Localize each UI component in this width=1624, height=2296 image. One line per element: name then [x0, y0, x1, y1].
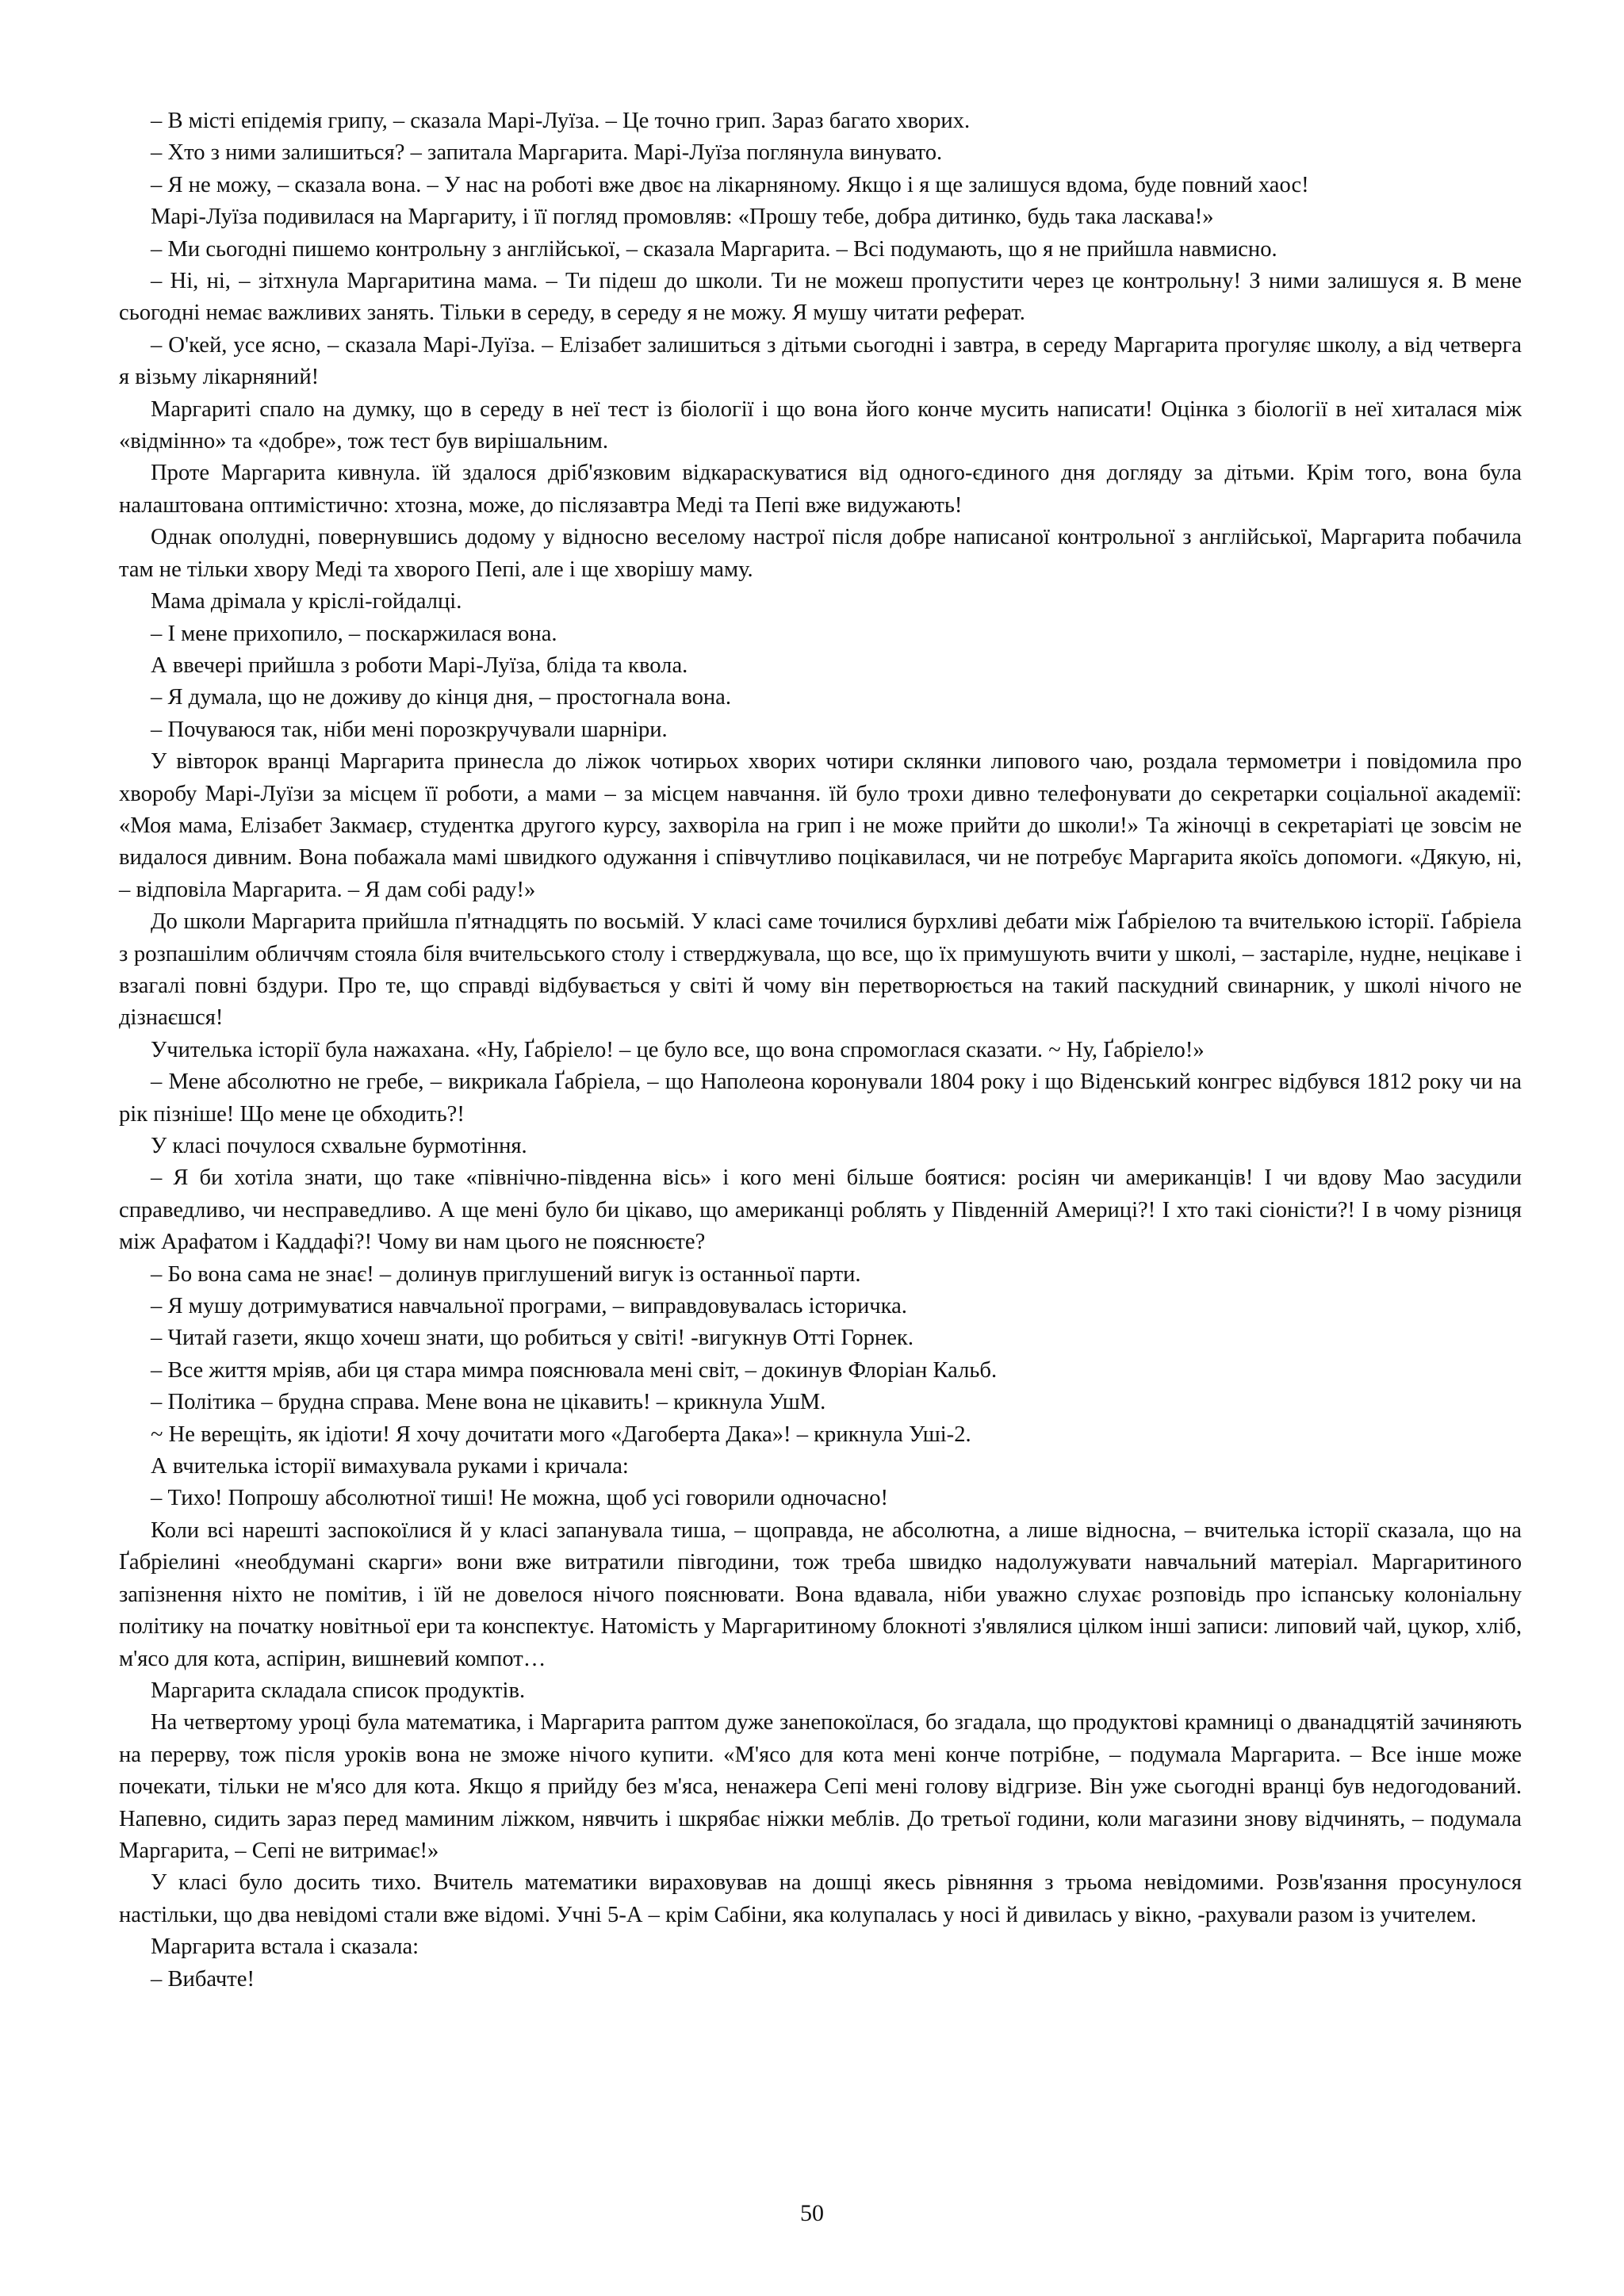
paragraph: У вівторок вранці Маргарита принесла до ліжок чотирьох хворих чотири склянки липового чаю, роздала термометри і повідомила про хворобу Марі-Луїзи за місцем її роботи, а мами – за місцем навчання. їй було трохи дивно телефонувати до секретарки соціальної академії: «Моя мама, Елізабет Закмаєр, студентка другого курсу, захворіла на грип і не може прийти до школи!» Та жіночці в секретаріаті це зовсім не видалося дивним. Вона побажала мамі швидкого одужання і співчутливо поцікавилася, чи не потребує Маргарита якоїсь допомоги. «Дякую, ні, – відповіла Маргарита. – Я дам собі раду!» — [119, 749, 1522, 902]
paragraph: – Я би хотіла знати, що таке «північно-південна вісь» і кого мені більше боятися: росіян чи американців! І чи вдову Мао засудили справедливо, чи несправедливо. А ще мені було би цікаво, що американці роблять у Південній Америці?! І хто такі сіоністи?! І в чому різниця між Арафатом і Каддафі?! Чому ви нам цього не пояснюєте? — [119, 1165, 1522, 1255]
paragraph: – І мене прихопило, – поскаржилася вона. — [151, 621, 557, 646]
paragraph: – Я думала, що не доживу до кінця дня, – простогнала вона. — [151, 685, 732, 710]
paragraph: А ввечері прийшла з роботи Марі-Луїза, бліда та квола. — [151, 652, 688, 678]
paragraph: Проте Маргарита кивнула. їй здалося дріб'язковим відкараскуватися від одного-єдиного дня догляду за дітьми. Крім того, вона була налаштована оптимістично: хтозна, може, до післязавтра Меді та Пепі вже видужають! — [119, 461, 1522, 518]
paragraph: – Тихо! Попрошу абсолютної тиші! Не можна, щоб усі говорили одночасно! — [151, 1486, 889, 1511]
paragraph: Маргариті спало на думку, що в середу в неї тест із біології і що вона його конче мусить написати! Оцінка з біології в неї хиталася між «відмінно» та «добре», тож тест був вирішальним. — [119, 396, 1522, 454]
paragraph: На четвертому уроці була математика, і Маргарита раптом дуже занепокоїлася, бо згадала, що продуктові крамниці о дванадцятій зачиняють на перерву, тож після уроків вона не зможе нічого купити. «М'ясо для кота мені конче потрібне, – подумала Маргарита. – Все інше може почекати, тільки не м'ясо для кота. Якщо я прийду без м'яса, ненажера Сепі мені голову відгризе. Він уже сьогодні вранці був недогодований. Напевно, сидить зараз перед маминим ліжком, нявчить і шкрябає ніжки меблів. До третьої години, коли магазини знову відчинять, – подумала Маргарита, – Сепі не витримає!» — [119, 1710, 1522, 1863]
paragraph: – Ні, ні, – зітхнула Маргаритина мама. – Ти підеш до школи. Ти не можеш пропустити через це контрольну! З ними залишуся я. В мене сьогодні немає важливих занять. Тільки в середу, в середу я не можу. Я мушу читати реферат. — [119, 269, 1522, 326]
paragraph: – Політика – брудна справа. Мене вона не цікавить! – крикнула УшМ. — [151, 1390, 826, 1415]
paragraph: – Мене абсолютно не гребе, – викрикала Ґабріела, – що Наполеона коронували 1804 року і що Віденський конгрес відбувся 1812 року чи на рік пізніше! Що мене це обходить?! — [119, 1070, 1522, 1127]
paragraph: У класі почулося схвальне бурмотіння. — [151, 1134, 527, 1158]
paragraph: – В місті епідемія грипу, – сказала Марі-Луїза. – Це точно грип. Зараз багато хворих. — [151, 109, 971, 133]
paragraph: – Почуваюся так, ніби мені порозкручували шарніри. — [151, 717, 668, 742]
paragraph: – Я мушу дотримуватися навчальної програми, – виправдовувалась історичка. — [151, 1294, 907, 1319]
paragraph: – О'кей, усе ясно, – сказала Марі-Луїза. – Елізабет залишиться з дітьми сьогодні і завтра, в середу Маргарита прогуляє школу, а від четверга я візьму лікарняний! — [119, 332, 1522, 390]
paragraph: – Бо вона сама не знає! – долинув приглушений вигук із останньої парти. — [151, 1261, 861, 1287]
paragraph: – Хто з ними залишиться? – запитала Маргарита. Марі-Луїза поглянула винувато. — [151, 140, 943, 166]
paragraph: – Все життя мріяв, аби ця стара мимра пояснювала мені світ, – докинув Флоріан Кальб. — [151, 1357, 998, 1383]
paragraph: Коли всі нарешті заспокоїлися й у класі запанувала тиша, – щоправда, не абсолютна, а лише відносна, – вчителька історії сказала, що на Ґабріелині «необдумані скарги» вони вже витратили півгодини, тож треба швидко надолужувати навчальний матеріал. Маргаритиного запізнення ніхто не помітив, і їй не довелося нічого пояснювати. Вона вдавала, ніби уважно слухає розповідь про іспанську колоніальну політику на початку новітньої ери та конспектує. Натомість у Маргаритиному блокноті з'являлися цілком інші записи: липовий чай, цукор, хліб, м'ясо для кота, аспірин, вишневий компот… — [119, 1517, 1522, 1671]
paragraph: – Вибачте! — [151, 1966, 255, 1992]
paragraph: Однак ополудні, повернувшись додому у відносно веселому настрої після добре написаної контрольної з англійської, Маргарита побачила там не тільки хвору Меді та хворого Пепі, але і ще хворішу маму. — [119, 525, 1522, 582]
paragraph: Маргарита встала і сказала: — [151, 1934, 419, 1960]
paragraph: Мама дрімала у кріслі-гойдалці. — [151, 589, 462, 614]
paragraph: – Ми сьогодні пишемо контрольну з англійської, – сказала Маргарита. – Всі подумають, що я не прийшла навмисно. — [151, 236, 1277, 262]
paragraph: До школи Маргарита прийшла п'ятнадцять по восьмій. У класі саме точилися бурхливі дебати між Ґабріелою та вчителькою історії. Ґабріела з розпашілим обличчям стояла біля вчительського столу і стверджувала, що все, що їх примушують вчити у школі, – застаріле, нудне, нецікаве і взагалі повні бздури. Про те, що справді відбувається у світі й чому він перетворюється на такий паскудний свинарник, у школі нічого не дізнаєшся! — [119, 909, 1522, 1031]
paragraph: – Читай газети, якщо хочеш знати, що робиться у світі! -вигукнув Отті Горнек. — [151, 1326, 914, 1351]
paragraph: А вчителька історії вимахувала руками і кричала: — [151, 1454, 629, 1479]
paragraph: Марі-Луїза подивилася на Маргариту, і її погляд промовляв: «Прошу тебе, добра дитинко, будь така ласкава!» — [151, 205, 1214, 230]
paragraph: – Я не можу, – сказала вона. – У нас на роботі вже двоє на лікарняному. Якщо і я ще залишуся вдома, буде повний хаос! — [151, 172, 1309, 197]
paragraph: Учителька історії була нажахана. «Ну, Ґабріело! – це було все, що вона спромоглася сказати. ~ Ну, Ґабріело!» — [151, 1037, 1205, 1062]
paragraph: У класі було досить тихо. Вчитель математики вираховував на дошці якесь рівняння з трьома невідомими. Розв'язання просунулося настільки, що два невідомі стали вже відомі. Учні 5-А – крім Сабіни, яка колупалась у носі й дивилась у вікно, -рахували разом із учителем. — [119, 1870, 1522, 1927]
paragraph: ~ Не верещіть, як ідіоти! Я хочу дочитати мого «Дагоберта Дака»! – крикнула Уші-2. — [151, 1422, 971, 1447]
page-number: 50 — [800, 2200, 824, 2226]
paragraph: Маргарита складала список продуктів. — [151, 1678, 526, 1703]
page-body — [119, 105, 1522, 1996]
